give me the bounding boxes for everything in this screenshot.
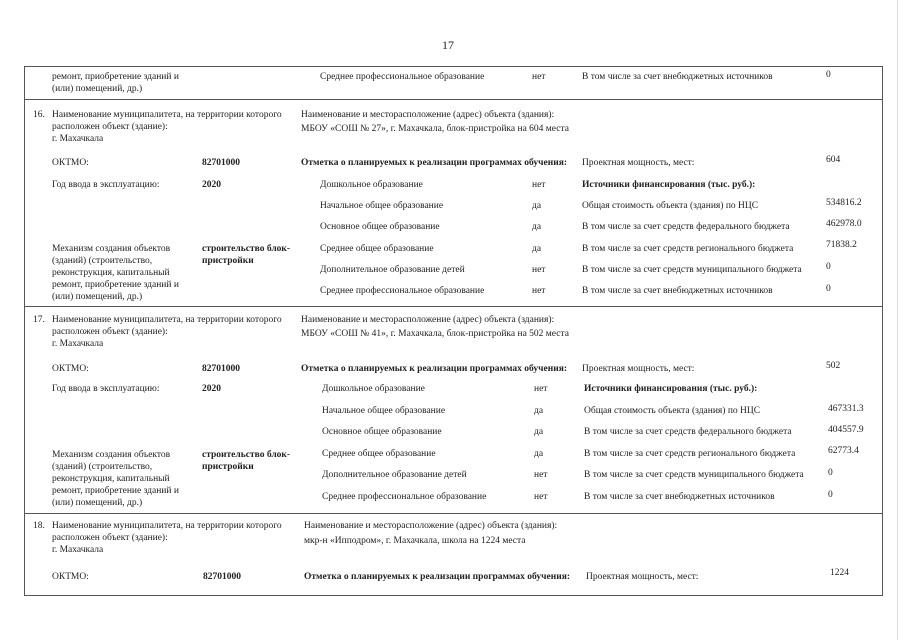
program-name: Основное общее образование: [322, 427, 442, 437]
mechanism-label: (зданий) (строительство,: [52, 256, 153, 266]
capacity-label: Проектная мощность, мест:: [586, 572, 699, 582]
funding-name: В том числе за счет внебюджетных источников: [582, 72, 773, 82]
municipality-value: г. Махачкала: [52, 339, 104, 349]
program-flag: нет: [532, 265, 546, 275]
funding-heading: Источники финансирования (тыс. руб.):: [582, 180, 756, 190]
entry-number: 16.: [33, 110, 45, 120]
mechanism-value: строительство блок-: [202, 450, 291, 460]
object-value: МБОУ «СОШ № 27», г. Махачкала, блок-пристройка на 604 места: [301, 124, 569, 134]
mechanism-label: ремонт, приобретение зданий и: [52, 280, 179, 290]
municipality-label: расположен объект (здание):: [52, 327, 168, 337]
table-top-border: [24, 66, 882, 67]
funding-value: 71838.2: [826, 240, 857, 250]
program-flag: да: [532, 244, 542, 254]
programs-heading: Отметка о планируемых к реализации программах обучения:: [301, 364, 568, 374]
oktmo-label: ОКТМО:: [52, 158, 89, 168]
object-value: мкр-н «Ипподром», г. Махачкала, школа на 1224 места: [304, 536, 526, 546]
program-name: Дошкольное образование: [322, 384, 425, 394]
capacity-value: 604: [826, 155, 841, 165]
object-heading: Наименование и месторасположение (адрес) объекта (здания):: [301, 110, 555, 120]
municipality-value: г. Махачкала: [52, 545, 104, 555]
object-heading: Наименование и месторасположение (адрес) объекта (здания):: [301, 315, 555, 325]
entry-number: 18.: [33, 521, 45, 531]
mechanism-label: (зданий) (строительство,: [52, 462, 153, 472]
program-flag: нет: [532, 180, 546, 190]
program-name: Дошкольное образование: [320, 180, 423, 190]
mechanism-label: Механизм создания объектов: [52, 244, 171, 254]
municipality-label: Наименование муниципалитета, на территории которого: [52, 110, 282, 120]
table-bottom-border: [24, 595, 882, 596]
program-name: Среднее профессиональное образование: [322, 492, 487, 502]
funding-value: 0: [828, 468, 833, 478]
funding-value: 467331.3: [828, 404, 864, 414]
mechanism-label: (или) помещений, др.): [52, 292, 143, 302]
program-name: Среднее профессиональное образование: [320, 72, 485, 82]
mechanism-label: реконструкция, капитальный: [52, 474, 170, 484]
program-flag: нет: [532, 286, 546, 296]
funding-name: В том числе за счет средств муниципального бюджета: [584, 470, 804, 480]
funding-value: 0: [826, 70, 831, 80]
funding-name: В том числе за счет средств регионального бюджета: [584, 449, 796, 459]
municipality-label: расположен объект (здание):: [52, 122, 168, 132]
mechanism-tail-line: ремонт, приобретение зданий и: [52, 72, 179, 82]
table-right-border: [882, 66, 883, 596]
program-flag: нет: [534, 384, 548, 394]
capacity-label: Проектная мощность, мест:: [582, 364, 695, 374]
program-name: Начальное общее образование: [320, 201, 444, 211]
program-name: Среднее профессиональное образование: [320, 286, 485, 296]
mechanism-label: реконструкция, капитальный: [52, 268, 170, 278]
entry-number: 17.: [33, 315, 45, 325]
funding-value: 0: [826, 262, 831, 272]
object-value: МБОУ «СОШ № 41», г. Махачкала, блок-пристройка на 502 места: [301, 329, 569, 339]
program-flag: да: [532, 222, 542, 232]
funding-name: В том числе за счет средств муниципального бюджета: [582, 265, 802, 275]
program-name: Дополнительное образование детей: [320, 265, 465, 275]
municipality-label: Наименование муниципалитета, на территории которого: [52, 315, 282, 325]
mechanism-label: (или) помещений, др.): [52, 498, 143, 508]
funding-name: В том числе за счет средств регионального бюджета: [582, 244, 794, 254]
program-name: Дополнительное образование детей: [322, 470, 467, 480]
program-flag: да: [534, 406, 544, 416]
row-divider-18: [24, 513, 882, 514]
mechanism-label: Механизм создания объектов: [52, 450, 171, 460]
year-value: 2020: [202, 384, 221, 394]
funding-value: 62773.4: [828, 446, 859, 456]
funding-name: В том числе за счет средств федерального бюджета: [582, 222, 790, 232]
capacity-value: 1224: [830, 568, 849, 578]
scan-edge: [897, 0, 898, 640]
municipality-label: Наименование муниципалитета, на территории которого: [52, 521, 282, 531]
programs-heading: Отметка о планируемых к реализации программах обучения:: [301, 158, 568, 168]
program-flag: да: [532, 201, 542, 211]
year-label: Год ввода в эксплуатацию:: [52, 384, 160, 394]
funding-value: 404557.9: [828, 425, 864, 435]
row-divider-16: [24, 99, 882, 100]
funding-value: 462978.0: [826, 219, 862, 229]
oktmo-label: ОКТМО:: [52, 572, 89, 582]
object-heading: Наименование и месторасположение (адрес) объекта (здания):: [304, 521, 558, 531]
funding-name: Общая стоимость объекта (здания) по НЦС: [584, 406, 761, 416]
funding-value: 534816.2: [826, 198, 862, 208]
mechanism-value: пристройки: [202, 462, 254, 472]
oktmo-label: ОКТМО:: [52, 364, 89, 374]
funding-heading: Источники финансирования (тыс. руб.):: [584, 384, 758, 394]
program-name: Начальное общее образование: [322, 406, 446, 416]
mechanism-tail-line: (или) помещений, др.): [52, 84, 143, 94]
capacity-value: 502: [826, 361, 841, 371]
year-label: Год ввода в эксплуатацию:: [52, 180, 160, 190]
page-number: 17: [442, 38, 454, 52]
funding-name: В том числе за счет внебюджетных источников: [584, 492, 775, 502]
municipality-value: г. Махачкала: [52, 134, 104, 144]
mechanism-label: ремонт, приобретение зданий и: [52, 486, 179, 496]
oktmo-value: 82701000: [202, 158, 240, 168]
funding-name: В том числе за счет средств федерального бюджета: [584, 427, 792, 437]
mechanism-value: строительство блок-: [202, 244, 291, 254]
table-left-border: [24, 66, 25, 596]
oktmo-value: 82701000: [202, 364, 240, 374]
program-flag: нет: [534, 492, 548, 502]
program-flag: нет: [532, 72, 546, 82]
funding-name: Общая стоимость объекта (здания) по НЦС: [582, 201, 759, 211]
funding-value: 0: [826, 284, 831, 294]
year-value: 2020: [202, 180, 221, 190]
program-flag: нет: [534, 470, 548, 480]
program-name: Среднее общее образование: [320, 244, 434, 254]
capacity-label: Проектная мощность, мест:: [582, 158, 695, 168]
funding-name: В том числе за счет внебюджетных источников: [582, 286, 773, 296]
row-divider-17: [24, 306, 882, 307]
mechanism-value: пристройки: [202, 256, 254, 266]
funding-value: 0: [828, 490, 833, 500]
programs-heading: Отметка о планируемых к реализации программах обучения:: [304, 572, 571, 582]
program-flag: да: [534, 427, 544, 437]
program-name: Основное общее образование: [320, 222, 440, 232]
oktmo-value: 82701000: [203, 572, 241, 582]
municipality-label: расположен объект (здание):: [52, 533, 168, 543]
program-flag: да: [534, 449, 544, 459]
program-name: Среднее общее образование: [322, 449, 436, 459]
